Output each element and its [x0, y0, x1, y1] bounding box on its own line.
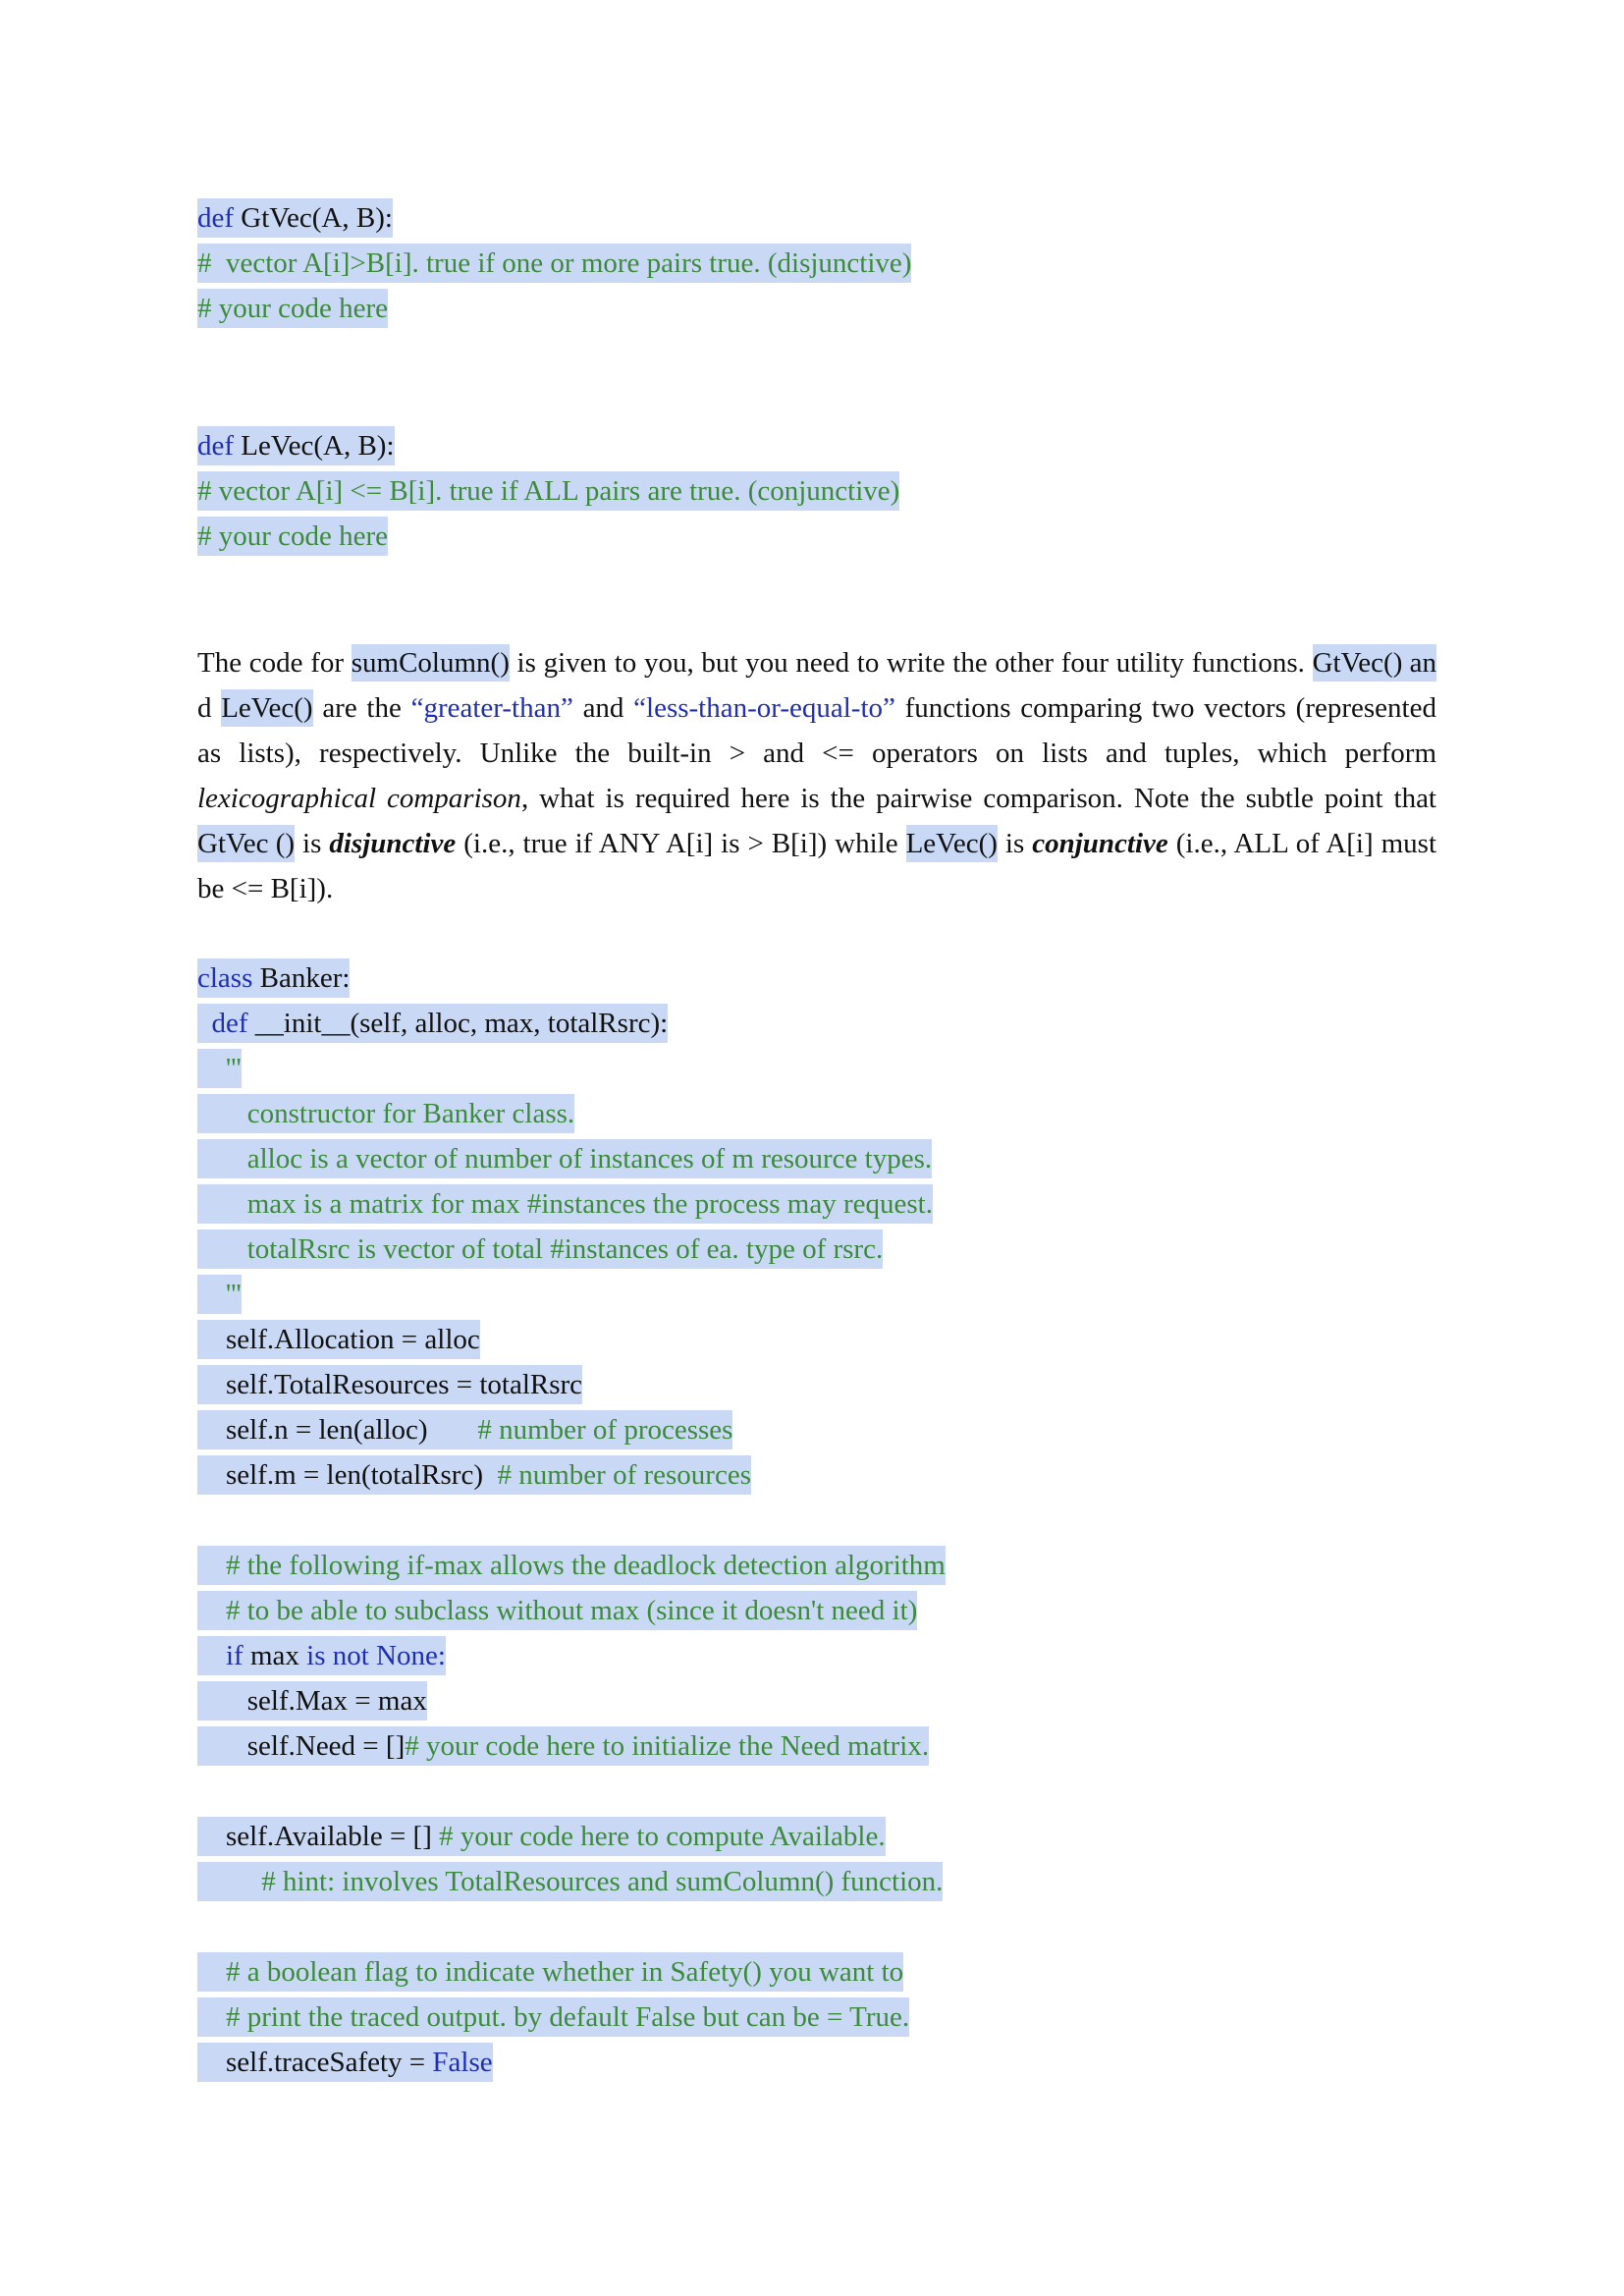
paragraph-text: (i.e., true if ANY A[i] is > B[i]) while: [456, 828, 906, 859]
docstring-open-line: [197, 1049, 242, 1088]
def-keyword: def: [197, 202, 235, 234]
docstring-text: constructor for Banker class.: [246, 1098, 575, 1129]
code-comment: # your code here to compute Available.: [439, 1821, 886, 1852]
levec-comment-line: [197, 471, 899, 511]
n-line: [197, 1410, 732, 1449]
code-comment: # a boolean flag to indicate whether in Safety() you want to: [226, 1956, 904, 1988]
code-text: max: [243, 1640, 307, 1671]
docstring-line: [197, 1139, 932, 1178]
paragraph-text: are the: [312, 692, 411, 724]
m-line: [197, 1455, 751, 1495]
code-text: self.n = len(alloc): [226, 1414, 428, 1446]
total-resources-line: [197, 1365, 582, 1404]
code-comment: # your code here to initialize the Need matrix.: [405, 1730, 930, 1762]
max-assign-line: [197, 1681, 427, 1721]
docstring-line: [197, 1184, 933, 1224]
code-comment: # hint: involves TotalResources and sumColumn() function.: [261, 1866, 944, 1897]
if-keyword: if: [226, 1640, 244, 1671]
levec-def-line: [197, 426, 395, 465]
docstring-text: max is a matrix for max #instances the process may request.: [246, 1188, 933, 1220]
code-text: self.Max = max: [246, 1685, 427, 1717]
gtvec-comment-line: [197, 244, 911, 283]
trace-safety-line: [197, 2043, 493, 2082]
def-keyword: def: [197, 430, 235, 462]
code-comment: # your code here: [197, 517, 388, 556]
lexicographical-term: lexicographical comparison: [197, 783, 521, 814]
docstring-line: [197, 1094, 574, 1133]
docstring-text: totalRsrc is vector of total #instances of ea. type of rsrc.: [246, 1233, 884, 1265]
gtvec-ref: GtVec (): [197, 825, 295, 862]
gtvec-ref: GtVec() an: [1313, 644, 1436, 682]
init-def-line: [197, 1004, 668, 1043]
code-text: self.TotalResources = totalRsrc: [226, 1369, 583, 1400]
docstring-text: alloc is a vector of number of instances of m resource types.: [246, 1143, 933, 1175]
is-not-none-keyword: is not None:: [306, 1640, 446, 1671]
paragraph-text: is given to you, but you need to write the other four utility functions.: [509, 647, 1313, 679]
levec-signature: LeVec(A, B):: [234, 430, 395, 462]
code-text: self.traceSafety =: [226, 2047, 433, 2078]
allocation-line: [197, 1320, 480, 1359]
code-text: self.m = len(totalRsrc): [226, 1459, 483, 1491]
class-banker-line: [197, 958, 350, 998]
gtvec-def-line: [197, 198, 393, 238]
if-max-line: [197, 1636, 446, 1675]
class-name: Banker:: [252, 962, 351, 994]
code-text: self.Allocation = alloc: [226, 1324, 480, 1355]
available-line: [197, 1817, 886, 1856]
code-comment: # vector A[i]>B[i]. true if one or more pairs true. (disjunctive): [197, 244, 911, 283]
paragraph-text: (i.e., ALL of A[i] must be <= B[i]).: [197, 828, 1437, 904]
code-comment: # vector A[i] <= B[i]. true if ALL pairs are true. (conjunctive): [197, 471, 899, 511]
explanation-paragraph: [197, 640, 1436, 911]
comment-line: [197, 1591, 917, 1630]
need-line: [197, 1726, 929, 1766]
code-comment: # number of resources: [497, 1459, 751, 1491]
comment-line: [197, 1997, 909, 2037]
code-comment: # print the traced output. by default False but can be = True.: [226, 2001, 910, 2033]
init-signature: __init__(self, alloc, max, totalRsrc):: [247, 1008, 669, 1039]
disjunctive-term: disjunctive: [329, 828, 457, 859]
greater-than-quote: “greater-than”: [410, 692, 573, 724]
paragraph-text: functions comparing two vectors (represented as lists), respectively. Unlike the built-in > and <= operators on lists and tuples, which perform: [197, 692, 1436, 769]
false-keyword: False: [432, 2047, 493, 2078]
code-comment: # number of processes: [477, 1414, 733, 1446]
levec-ref: LeVec(): [221, 689, 312, 727]
hint-line: [197, 1862, 943, 1901]
def-keyword: def: [211, 1008, 248, 1039]
paragraph-text: and: [572, 692, 634, 724]
less-equal-quote: “less-than-or-equal-to”: [633, 692, 895, 724]
gtvec-signature: GtVec(A, B):: [234, 202, 393, 234]
conjunctive-term: conjunctive: [1032, 828, 1168, 859]
paragraph-text: The code for: [197, 647, 352, 679]
code-comment: # the following if-max allows the deadlock detection algorithm: [226, 1550, 946, 1581]
levec-placeholder-line: [197, 517, 388, 556]
class-keyword: class: [197, 962, 253, 994]
sumcolumn-ref: sumColumn(): [352, 644, 510, 682]
docstring-quote: ''': [226, 1279, 242, 1310]
levec-ref: LeVec(): [906, 825, 998, 862]
paragraph-text: , what is required here is the pairwise comparison. Note the subtle point that: [520, 783, 1436, 814]
docstring-close-line: [197, 1275, 242, 1314]
comment-line: [197, 1546, 946, 1585]
comment-line: [197, 1952, 903, 1992]
docstring-line: [197, 1230, 883, 1269]
code-text: self.Need = []: [246, 1730, 406, 1762]
code-comment: # your code here: [197, 289, 388, 328]
code-comment: # to be able to subclass without max (since it doesn't need it): [226, 1595, 918, 1626]
gtvec-placeholder-line: [197, 289, 388, 328]
paragraph-text: d: [197, 692, 222, 724]
docstring-quote: ''': [226, 1053, 242, 1084]
paragraph-text: is: [295, 828, 330, 859]
code-text: self.Available = []: [226, 1821, 440, 1852]
paragraph-text: is: [997, 828, 1033, 859]
